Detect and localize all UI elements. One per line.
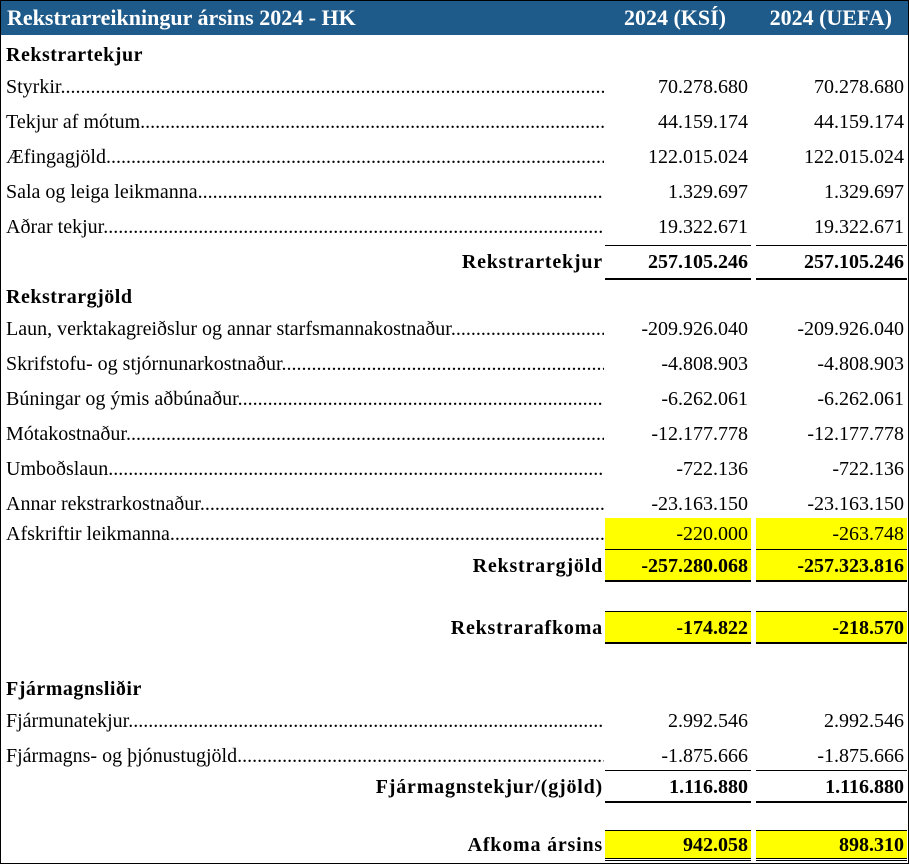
section-heading-finance: Fjármagnsliðir — [6, 678, 142, 700]
total-label: Fjármagnstekjur/(gjöld) — [375, 776, 603, 798]
rule — [756, 801, 907, 803]
total-label: Rekstrartekjur — [461, 251, 603, 273]
value-ksi: 44.159.174 — [658, 111, 748, 133]
rule — [605, 801, 751, 803]
value-ksi: -4.808.903 — [661, 353, 748, 375]
table-row — [1, 740, 908, 770]
table-row — [1, 705, 908, 740]
rule — [605, 642, 751, 644]
total-row-finance — [1, 771, 908, 801]
row-label: Fjármunatekjur ..... — [6, 710, 604, 733]
value-uefa: 1.329.697 — [824, 181, 904, 203]
row-label: Laun, verktakagreiðslur og annar starfsmannakostnaður ..... — [6, 318, 604, 341]
value-uefa: -209.926.040 — [797, 318, 904, 340]
table-row — [1, 418, 908, 453]
value-uefa: 70.278.680 — [814, 76, 904, 98]
rule — [756, 642, 907, 644]
row-label: Æfingagjöld ..... — [6, 146, 604, 169]
total-label: Rekstrargjöld — [472, 555, 603, 577]
table-row — [1, 383, 908, 418]
table-row — [1, 211, 908, 246]
table-row — [1, 141, 908, 176]
total-value-ksi: 257.105.246 — [648, 251, 748, 273]
table-row — [1, 488, 908, 518]
value-ksi: -12.177.778 — [651, 423, 748, 445]
table-row — [1, 71, 908, 106]
value-uefa: 2.992.546 — [824, 710, 904, 732]
double-rule — [605, 858, 751, 861]
value-uefa: -263.748 — [832, 523, 904, 545]
double-rule — [756, 858, 907, 861]
value-uefa: 44.159.174 — [814, 111, 904, 133]
row-label: Styrkir ..... — [6, 76, 604, 99]
total-value-uefa: 1.116.880 — [825, 776, 904, 798]
value-ksi: -209.926.040 — [641, 318, 748, 340]
table-row — [1, 313, 908, 348]
total-value-ksi: 942.058 — [683, 834, 748, 856]
total-value-uefa: 898.310 — [839, 834, 904, 856]
table-header — [1, 1, 908, 35]
column-header-uefa: 2024 (UEFA) — [769, 5, 892, 30]
total-row-income — [1, 246, 908, 278]
value-ksi: -220.000 — [676, 523, 748, 545]
value-ksi: -722.136 — [676, 458, 748, 480]
value-ksi: 70.278.680 — [658, 76, 748, 98]
total-value-ksi: -174.822 — [676, 617, 748, 639]
row-label: Sala og leiga leikmanna ..... — [6, 181, 604, 204]
row-label: Fjármagns- og þjónustugjöld ..... — [6, 745, 604, 768]
total-value-uefa: 257.105.246 — [804, 251, 904, 273]
result-row — [1, 831, 908, 859]
total-value-uefa: -257.323.816 — [797, 555, 904, 577]
rule — [605, 580, 751, 582]
total-row-expenses — [1, 550, 908, 580]
value-ksi: 2.992.546 — [668, 710, 748, 732]
value-ksi: 19.322.671 — [658, 216, 748, 238]
row-label: Annar rekstrarkostnaður ..... — [6, 493, 604, 516]
value-uefa: 122.015.024 — [804, 146, 904, 168]
column-header-ksi: 2024 (KSÍ) — [623, 5, 726, 30]
row-label: Afskriftir leikmanna ..... — [6, 523, 604, 546]
value-uefa: -722.136 — [832, 458, 904, 480]
statement-title: Rekstrarreikningur ársins 2024 - HK — [7, 5, 356, 30]
value-ksi: 1.329.697 — [668, 181, 748, 203]
value-uefa: -6.262.061 — [817, 388, 904, 410]
value-uefa: -4.808.903 — [817, 353, 904, 375]
row-label: Mótakostnaður ..... — [6, 423, 604, 446]
total-value-ksi: 1.116.880 — [669, 776, 748, 798]
table-row — [1, 106, 908, 141]
total-value-uefa: -218.570 — [832, 617, 904, 639]
value-uefa: -12.177.778 — [807, 423, 904, 445]
table-row — [1, 453, 908, 488]
operating-result-row — [1, 612, 908, 642]
value-uefa: -1.875.666 — [817, 745, 904, 767]
section-heading-expenses: Rekstrargjöld — [6, 286, 133, 308]
total-value-ksi: -257.280.068 — [641, 555, 748, 577]
value-ksi: -1.875.666 — [661, 745, 748, 767]
total-label: Afkoma ársins — [467, 834, 603, 856]
total-label: Rekstrarafkoma — [450, 617, 603, 639]
row-label: Umboðslaun ..... — [6, 458, 604, 481]
value-uefa: 19.322.671 — [814, 216, 904, 238]
value-ksi: -6.262.061 — [661, 388, 748, 410]
value-ksi: -23.163.150 — [651, 493, 748, 515]
rule — [756, 580, 907, 582]
table-row — [1, 176, 908, 211]
table-row — [1, 348, 908, 383]
row-label: Búningar og ýmis aðbúnaður ..... — [6, 388, 604, 411]
value-ksi: 122.015.024 — [648, 146, 748, 168]
row-label: Tekjur af mótum ..... — [6, 111, 604, 134]
row-label: Skrifstofu- og stjórnunarkostnaður ..... — [6, 353, 604, 376]
table-row-highlighted — [1, 518, 908, 549]
row-label: Aðrar tekjur ..... — [6, 216, 604, 239]
section-heading-income: Rekstrartekjur — [6, 44, 143, 66]
value-uefa: -23.163.150 — [807, 493, 904, 515]
